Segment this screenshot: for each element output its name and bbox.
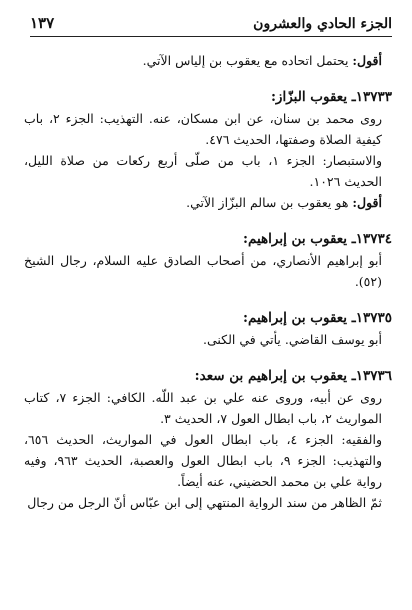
intro-text: يحتمل اتحاده مع يعقوب بن إلياس الآتي.: [142, 53, 353, 68]
intro-paragraph: [24, 50, 392, 71]
entry-heading: ١٣٧٣٣ـ يعقوب البزّاز:: [270, 89, 392, 105]
intro-lead: أقول:: [352, 53, 382, 68]
entry-note: [24, 192, 392, 213]
page-body: [24, 50, 392, 513]
entry-paragraph: ثمّ الظاهر من سند الرواية المنتهي إلى ابن عبّاس أنّ الرجل من رجال: [27, 495, 382, 510]
entry-heading: ١٣٧٣٥ـ يعقوب بن إبراهيم:: [242, 310, 392, 326]
entry-paragraph: والاستبصار: الجزء ١، باب من صلّى أربع ركعات من صلاة الليل، الحديث ١٠٢٦.: [24, 153, 382, 189]
page-number: ١٣٧: [30, 14, 55, 32]
entry-paragraph: روى محمد بن سنان، عن ابن مسكان، عنه. التهذيب: الجزء ٢، باب كيفية الصلاة وصفتها، الحديث ٤٧٦.: [24, 111, 382, 147]
running-title: الجزء الحادي والعشرون: [253, 16, 392, 32]
note-lead: أقول:: [352, 195, 382, 210]
page-header: [30, 10, 392, 37]
entry-heading: ١٣٧٣٦ـ يعقوب بن إبراهيم بن سعد:: [194, 368, 392, 384]
entry-paragraph: والفقيه: الجزء ٤، باب ابطال العول في المواريث، الحديث ٦٥٦، والتهذيب: الجزء ٩، باب ابطال العول والعصبة، الحديث ٩٦٣، وفيه رواية علي بن محمد الحضيني، عنه أيضاً.: [24, 432, 382, 489]
entry-heading: ١٣٧٣٤ـ يعقوب بن إبراهيم:: [242, 231, 392, 247]
entry-paragraph: أبو يوسف القاضي. يأتي في الكنى.: [203, 332, 382, 347]
entry-paragraph: أبو إبراهيم الأنصاري، من أصحاب الصادق عليه السلام، رجال الشيخ (٥٢).: [24, 253, 382, 289]
entry-paragraph: روى عن أبيه، وروى عنه علي بن عبد اللّه. الكافي: الجزء ٧، كتاب المواريث ٢، باب ابطال العول ٧، الحديث ٣.: [24, 390, 382, 426]
note-text: هو يعقوب بن سالم البزّاز الآتي.: [186, 195, 353, 210]
